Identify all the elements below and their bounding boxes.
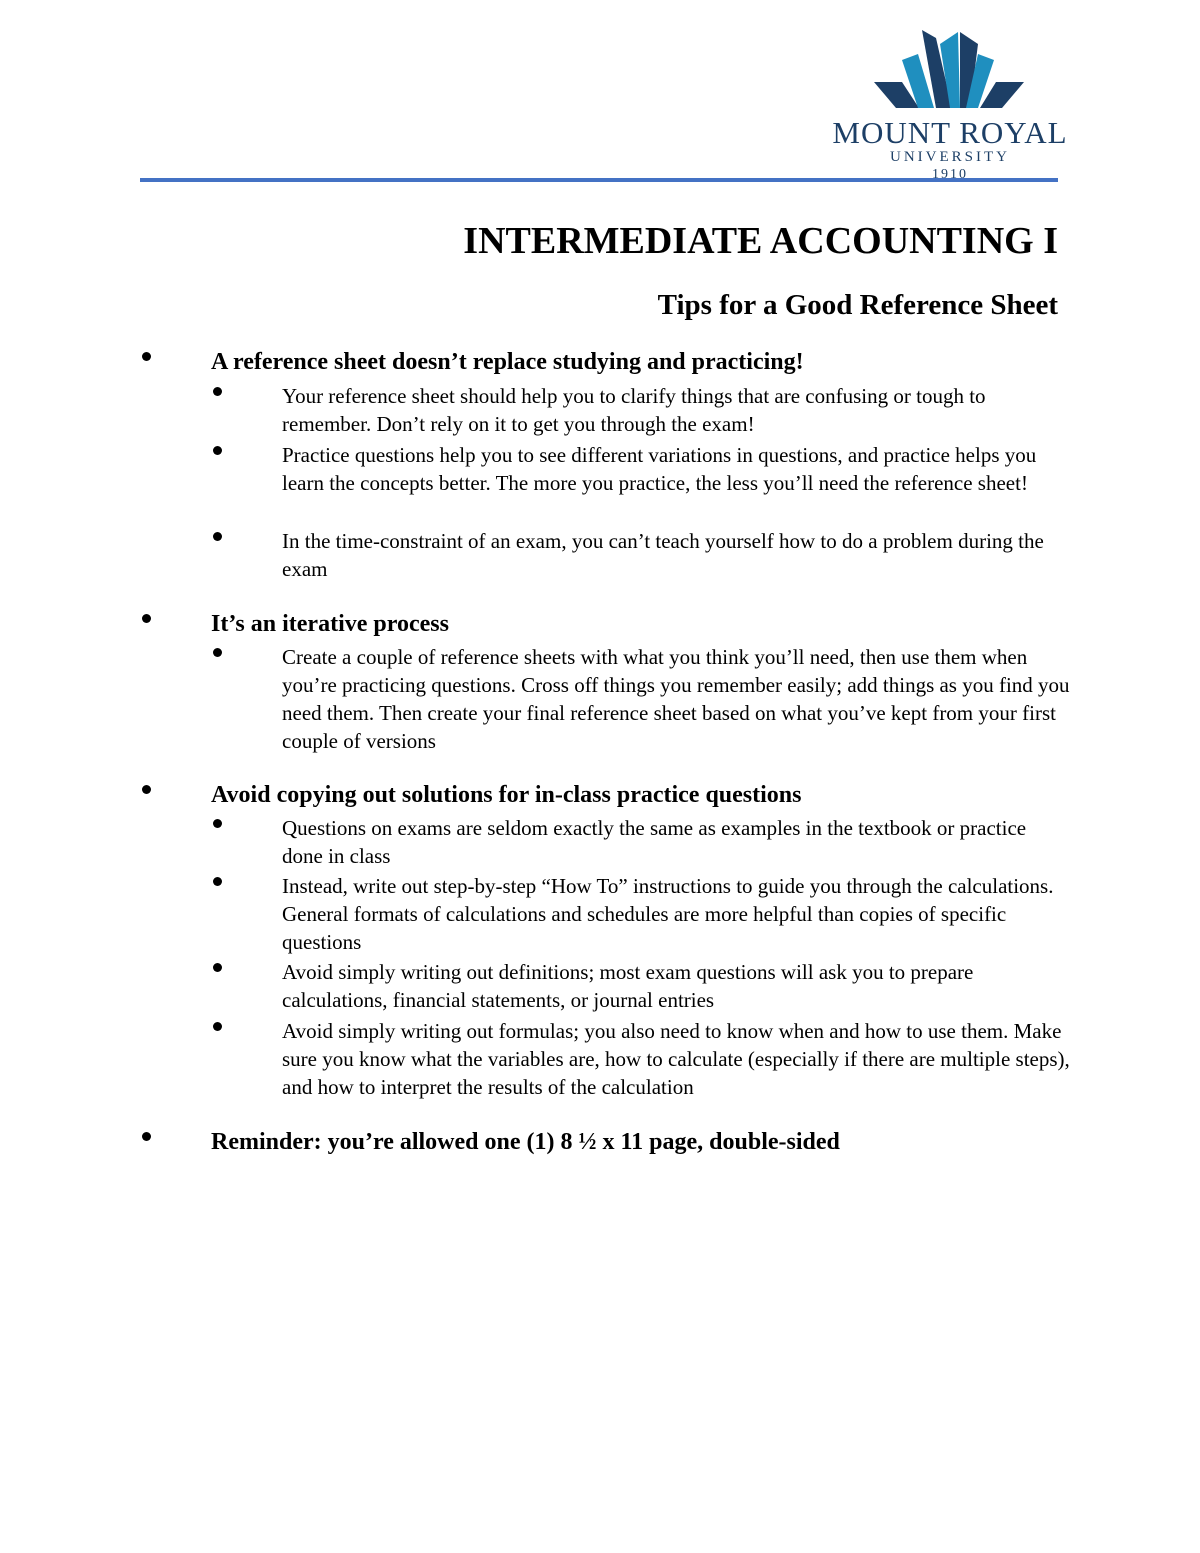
- list-item: Instead, write out step-by-step “How To” instructions to guide you through the calculations. General formats of calculations and schedules are more helpful than copies of specific questions: [282, 874, 1054, 954]
- list-item: Your reference sheet should help you to clarify things that are confusing or tough to remember. Don’t rely on it to get you through the exam!: [282, 384, 986, 436]
- item-bullet: [213, 877, 222, 886]
- item-bullet: [213, 963, 222, 972]
- page-subtitle: Tips for a Good Reference Sheet: [657, 289, 1058, 321]
- item-bullet: [213, 648, 222, 657]
- page-title: INTERMEDIATE ACCOUNTING I: [463, 220, 1058, 262]
- section-heading: Reminder: you’re allowed one (1) 8 ½ x 11 page, double-sided: [211, 1129, 840, 1155]
- item-bullet: [213, 819, 222, 828]
- section-bullet: [142, 785, 151, 794]
- item-bullet: [213, 532, 222, 541]
- section-bullet: [142, 614, 151, 623]
- list-item: Create a couple of reference sheets with what you think you’ll need, then use them when you’re practicing questions. Cross off things you remember easily; add things as you find you need them. Then create your final reference sheet based on what you’ve kept from your first couple of versions: [282, 645, 1070, 753]
- item-bullet: [213, 387, 222, 396]
- section-bullet: [142, 1132, 151, 1141]
- list-item: Avoid simply writing out formulas; you also need to know when and how to use them. Make sure you know what the variables are, how to calculate (especially if there are multiple steps), and how to interpret the results of the calculation: [282, 1019, 1070, 1099]
- section-heading: A reference sheet doesn’t replace studying and practicing!: [211, 349, 804, 375]
- header-rule: [140, 178, 1058, 182]
- logo-university-label: UNIVERSITY: [890, 149, 1010, 165]
- logo-year: 1910: [932, 167, 968, 178]
- logo-university-name: MOUNT ROYAL: [832, 115, 1068, 150]
- list-item: Practice questions help you to see different variations in questions, and practice helps you learn the concepts better. The more you practice, the less you’ll need the reference sheet!: [282, 443, 1037, 495]
- university-logo: [832, 30, 1068, 180]
- item-bullet: [213, 1022, 222, 1031]
- list-item: Questions on exams are seldom exactly the same as examples in the textbook or practice done in class: [282, 816, 1027, 868]
- list-item: In the time-constraint of an exam, you can’t teach yourself how to do a problem during the exam: [282, 529, 1044, 581]
- item-bullet: [213, 446, 222, 455]
- section-heading: Avoid copying out solutions for in-class practice questions: [211, 782, 802, 808]
- section-bullet: [142, 352, 151, 361]
- crown-emblem-icon: [874, 30, 1024, 116]
- list-item: Avoid simply writing out definitions; most exam questions will ask you to prepare calculations, financial statements, or journal entries: [282, 960, 974, 1012]
- section-heading: It’s an iterative process: [211, 611, 449, 637]
